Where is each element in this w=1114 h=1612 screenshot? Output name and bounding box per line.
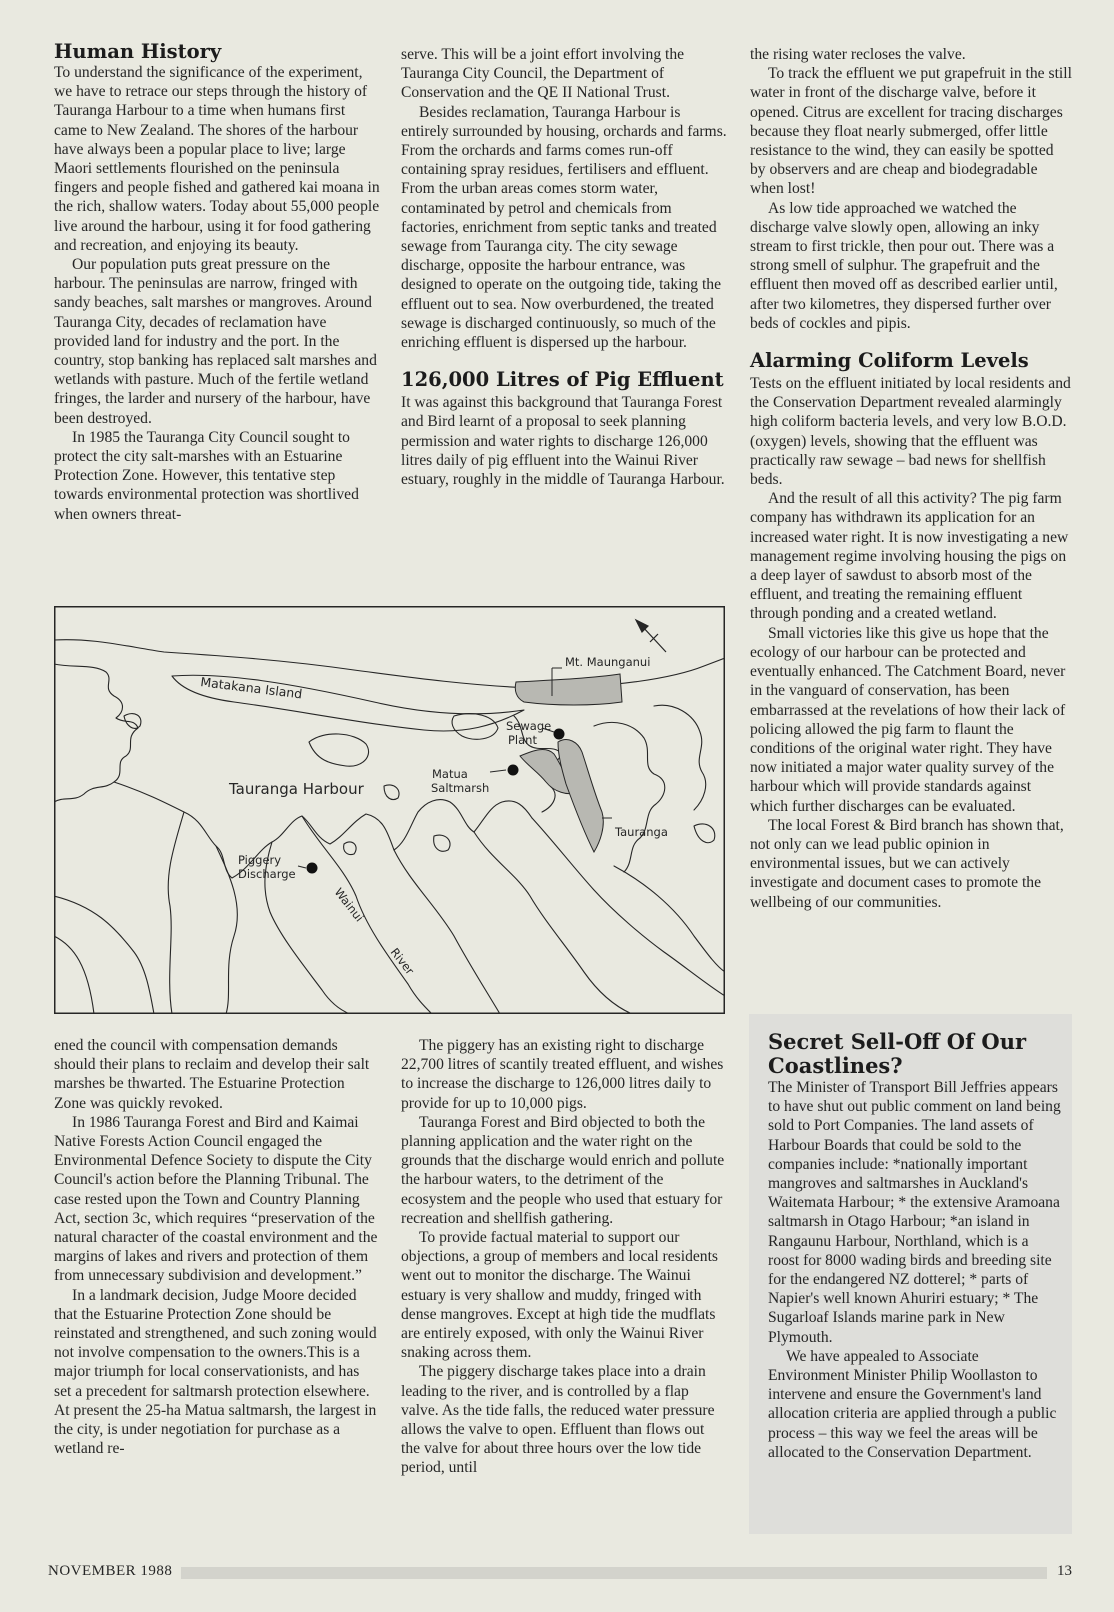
harbour-island <box>309 734 369 766</box>
paragraph: ened the council with compensation demands should their plans to reclaim and develop their salt marshes be thwarted. The Estuarine Protection Zone was quickly revoked. <box>54 1037 370 1112</box>
page-number: 13 <box>1057 1563 1072 1579</box>
column-3 <box>750 45 1072 912</box>
harbour-island <box>384 785 399 800</box>
label-mt-maunganui: Mt. Maunganui <box>565 655 651 669</box>
harbour-island <box>344 842 356 855</box>
label-matua: Matua <box>432 767 468 781</box>
paragraph: The piggery discharge takes place into a drain leading to the river, and is controlled by a flap valve. As the tide falls, the reduced water pressure allows the valve to open. Effluent than flows out the valve for about three hours over the low tide period, until <box>401 1363 715 1477</box>
paragraph: In 1985 the Tauranga City Council sought to protect the city salt-marshes with an Estuarine Protection Zone. However, this tentative step towards environmental protection was shortlived when owners threat- <box>54 428 359 523</box>
column-1 <box>54 40 380 524</box>
heading-human-history: Human History <box>54 40 222 63</box>
label-saltmarsh: Saltmarsh <box>431 781 490 795</box>
paragraph: It was against this background that Tauranga Forest and Bird learnt of a proposal to seek planning permission and water rights to discharge 126,000 litres daily of pig effluent into the Wainui River estuary, roughly in the middle of Tauranga Harbour. <box>401 394 725 489</box>
eastern-shore <box>654 705 706 810</box>
paragraph: To understand the significance of the experiment, we have to retrace our steps through the history of Tauranga Harbour to a time when humans first came to New Zealand. The shores of the harbour have always been a popular place to live; large Maori settlements flourished on the peninsula fingers and people fished and gathered kai moana in the rich, shallow waters. Today about 55,000 people live around the harbour, using it for food gathering and recreation, and enjoying its beauty. <box>54 64 380 254</box>
paragraph: To provide factual material to support our objections, a group of members and local residents went out to monitor the discharge. The Wainui estuary is very shallow and muddy, fringed with dense mangroves. Except at high tide the mudflats are entirely exposed, with only the Wainui River snaking across them. <box>401 1229 718 1362</box>
paragraph: Tests on the effluent initiated by local residents and the Conservation Department revealed alarmingly high coliform bacteria levels, and very low B.O.D. (oxygen) levels, showing that the effluent was practically raw sewage – bad news for shellfish beds. <box>750 375 1071 489</box>
paragraph: In 1986 Tauranga Forest and Bird and Kaimai Native Forests Action Council engaged the Environmental Defence Society to dispute the City Council's action before the Planning Tribunal. The case rested upon the Town and Country Planning Act, section 3c, which requires “preservation of the natural character of the coastal environment and the margins of lakes and rivers and protection of them from unnecessary subdivision and development.” <box>54 1113 378 1285</box>
tauranga-city-area <box>558 740 603 852</box>
footer-date: NOVEMBER 1988 <box>48 1563 173 1579</box>
harbour-island <box>694 824 715 843</box>
harbour-map <box>54 606 725 1014</box>
column-1-lower <box>54 1036 380 1458</box>
column-2-lower <box>401 1036 727 1478</box>
paragraph: As low tide approached we watched the discharge valve slowly open, allowing an inky stream to first trickle, then pour out. There was a strong smell of sulphur. The grapefruit and the effluent then moved off as described earlier until, after two kilometres, they dispersed further over beds of cockles and pipis. <box>750 199 1058 332</box>
label-plant: Plant <box>508 733 537 747</box>
label-discharge: Discharge <box>238 867 296 881</box>
paragraph: And the result of all this activity? The pig farm company has withdrawn its application for an increased water right. It is now investigating a new management regime involving housing the pigs on a deep layer of sawdust to absorb most of the effluent, and treating the remaining effluent through ponding and a created wetland. <box>750 490 1069 623</box>
inlet-line <box>216 846 237 1014</box>
sewage-plant-marker <box>554 729 565 740</box>
paragraph: The Minister of Transport Bill Jeffries appears to have shut out public comment on land being sold to Port Companies. The land assets of Harbour Boards that could be sold to the companies include: *nationally important mangroves and saltmarshes in Auckland's Waitemata Harbour; * the extensive Aramoana saltmarsh in Otago Harbour; *an island in Rangaunu Harbour, Northland, which is a roost for 8000 wading birds and breeding site for the endangered NZ dotterel; * parts of Napier's well known Ahuriri estuary; * The Sugarloaf Islands marine park in New Plymouth. <box>768 1079 1061 1346</box>
eastern-shore <box>594 722 665 872</box>
mt-maunganui-shaded-area <box>515 674 622 705</box>
paragraph: serve. This will be a joint effort involving the Tauranga City Council, the Department of Conservation and the QE II National Trust. <box>401 46 685 102</box>
piggery-leader <box>298 866 306 868</box>
heading-pig-effluent: 126,000 Litres of Pig Effluent <box>401 368 724 392</box>
column-2 <box>401 45 727 489</box>
paragraph: Tauranga Forest and Bird objected to both the planning application and the water right on the grounds that the discharge would enrich and pollute the harbour waters, to the detriment of the ecosystem and the people who used that estuary for recreation and shellfish gathering. <box>401 1113 725 1227</box>
paragraph: The local Forest & Bird branch has shown that, not only can we lead public opinion in environmental issues, but we can actively investigate and document cases to promote the wellbeing of our communities. <box>750 816 1064 911</box>
matua-saltmarsh-marker <box>508 765 519 776</box>
paragraph: Besides reclamation, Tauranga Harbour is entirely surrounded by housing, orchards and farms. From the orchards and farms comes run-off containing spray residues, fertilisers and effluent. From the urban areas comes storm water, contaminated by petrol and chemicals from factories, enrichment from septic tanks and treated sewage from Tauranga city. The city sewage discharge, opposite the harbour entrance, was designed to operate on the outgoing tide, taking the effluent out to sea. Now overburdened, the treated sewage is discharged continuously, so much of the enriching effluent is dispersed up the harbour. <box>401 103 727 352</box>
sidebar-heading: Secret Sell-Off Of Our Coastlines? <box>768 1029 1027 1078</box>
paragraph: We have appealed to Associate Environment Minister Philip Woollaston to intervene and ensure the Government's land allocation criteria are applied through a public process – this way we feel the areas will be allocated to the Conservation Department. <box>768 1347 1057 1461</box>
label-piggery: Piggery <box>238 853 282 867</box>
inlet-line <box>54 896 154 1014</box>
harbour-island <box>434 835 450 851</box>
inlet-line <box>394 850 500 1014</box>
matua-leader <box>490 770 506 772</box>
inlet-line <box>54 936 94 1014</box>
label-sewage: Sewage <box>506 719 552 733</box>
western-shore <box>54 664 138 802</box>
sidebar-content <box>768 1030 1063 1462</box>
paragraph: In a landmark decision, Judge Moore decided that the Estuarine Protection Zone should be reinstated and strengthened, and such zoning would not involve compensation to the owners.This is a major triumph for local conservationists, and has set a precedent for saltmarsh protection elsewhere. At present the 25-ha Matua saltmarsh, the largest in the city, is under negotiation for purchase as a wetland re- <box>54 1286 377 1458</box>
label-tauranga-harbour: Tauranga Harbour <box>229 780 364 798</box>
paragraph: Small victories like this give us hope that the ecology of our harbour can be protected and eventually enhanced. The Catchment Board, never in the vanguard of conservation, has been embarrassed at the revelations of how their lack of policing allowed the pig farm to flaunt the conditions of the original water right. They have now initiated a major water quality survey of the harbour which will provide standards against which further discharges can be evaluated. <box>750 624 1066 815</box>
label-river: River <box>387 945 418 978</box>
paragraph: The piggery has an existing right to discharge 22,700 litres of scantily treated effluent, and wishes to increase the discharge to 126,000 litres daily to provide for up to 10,000 pigs. <box>401 1037 724 1112</box>
inlet-line <box>474 832 632 1014</box>
paragraph: the rising water recloses the valve. <box>750 46 966 63</box>
label-tauranga: Tauranga <box>615 825 668 839</box>
heading-coliform-levels: Alarming Coliform Levels <box>750 349 1029 373</box>
inlet-line <box>532 818 725 996</box>
paragraph: To track the effluent we put grapefruit in the still water in front of the discharge valve, before it opened. Citrus are excellent for tracing discharges because they float nearly submerged, offer little resistance to the wind, they can easily be spotted by observers and are cheap and biodegradable when lost! <box>750 65 1072 198</box>
harbour-island <box>452 714 498 740</box>
page-footer <box>48 1563 1072 1581</box>
paragraph: Our population puts great pressure on the harbour. The peninsulas are narrow, fringed with sandy beaches, salt marshes or mangroves. Around Tauranga City, decades of reclamation have provided land for industry and the port. In the country, stop banking has replaced salt marshes and wetlands with pasture. Much of the fertile wetland fringes, the larder and nursery of the harbour, have been destroyed. <box>54 256 377 427</box>
footer-rule <box>181 1567 1047 1579</box>
north-arrow-icon <box>636 620 666 652</box>
inlet-line <box>168 812 184 1014</box>
label-wainui: Wainui <box>331 885 367 925</box>
label-matakana-island: Matakana Island <box>199 674 304 702</box>
piggery-discharge-marker <box>307 863 318 874</box>
